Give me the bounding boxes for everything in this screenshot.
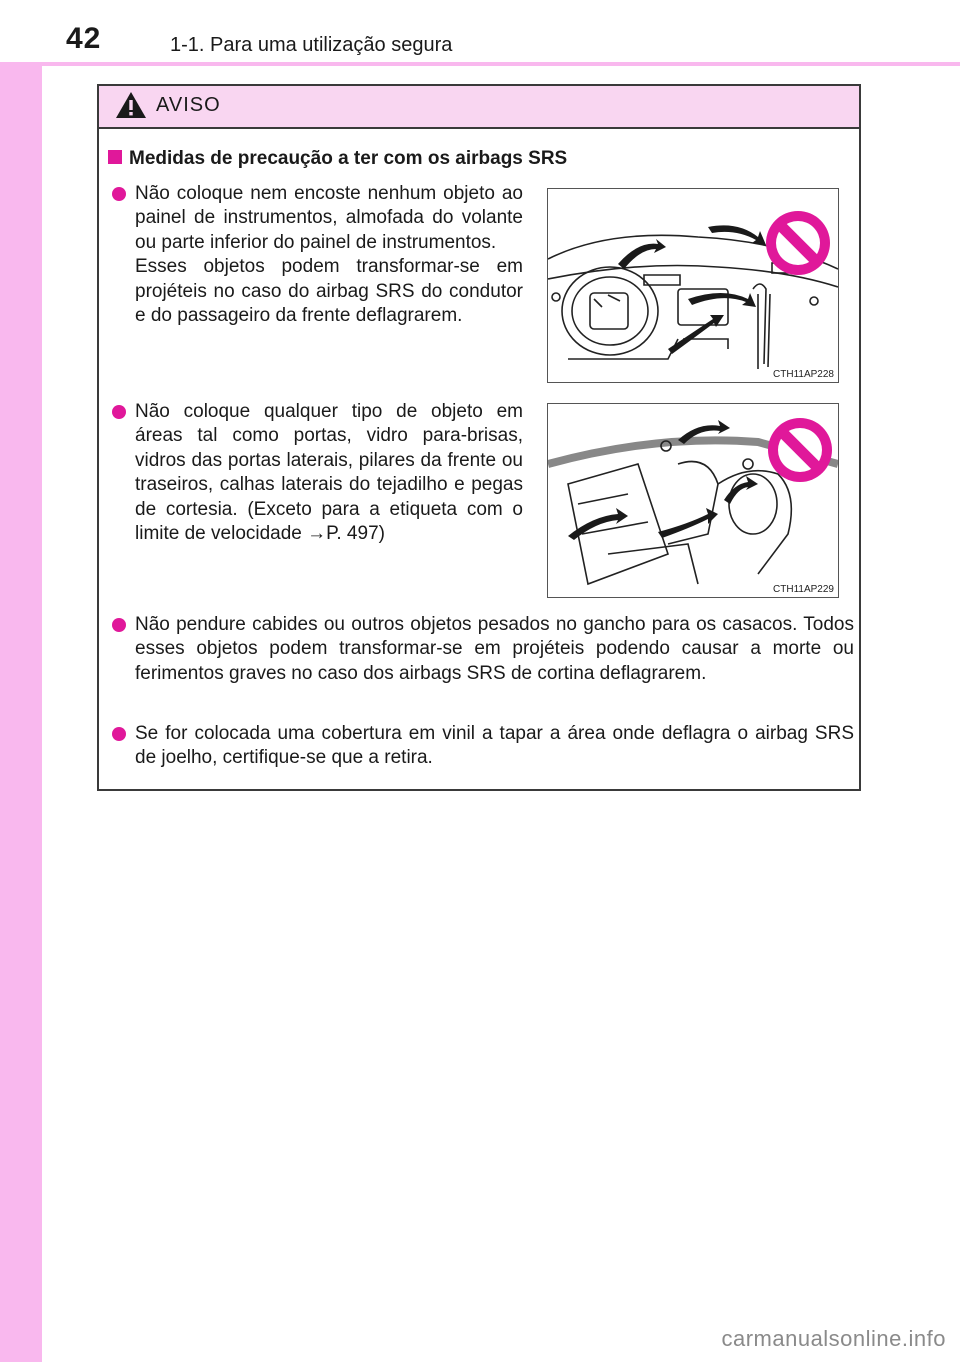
bullet-item [99, 613, 854, 686]
figure-code: CTH11AP229 [773, 584, 834, 595]
round-bullet-icon [112, 618, 126, 632]
bullet-item [99, 722, 854, 771]
round-bullet-icon [112, 405, 126, 419]
interior-illustration [548, 404, 838, 597]
figure-code: CTH11AP228 [773, 369, 834, 380]
prohibition-icon [766, 211, 830, 275]
watermark: carmanualsonline.info [721, 1326, 946, 1351]
square-bullet-icon [108, 150, 122, 164]
bullet-paragraph: Esses objetos podem transformar-se em projéteis no caso do airbag SRS do condutor e do passageiro da frente deflagrarem. [135, 256, 523, 327]
bullet-paragraph: Não pendure cabides ou outros objetos pesados no gancho para os casacos. Todos esses objetos podem transformar-se em projéteis podendo causar a morte ou ferimentos graves no caso dos airbags SRS de cortina deflagrarem. [135, 614, 854, 684]
warning-label: AVISO [156, 94, 221, 116]
round-bullet-icon [112, 187, 126, 201]
warning-box [97, 84, 861, 791]
figure-dashboard [547, 188, 839, 383]
page-header [0, 0, 960, 66]
bullet-item [99, 400, 523, 546]
warning-heading-text: Medidas de precaução a ter com os airbags SRS [129, 148, 568, 169]
bullet-paragraph: Não coloque nem encoste nenhum objeto ao painel de instrumentos, almofada do volante ou parte inferior do painel de instrumentos. [135, 183, 523, 253]
dashboard-illustration [548, 189, 838, 382]
left-edge-strip [0, 0, 42, 1362]
header-rule [0, 62, 960, 66]
prohibition-icon [768, 418, 832, 482]
bullet-paragraph: Não coloque qualquer tipo de objeto em áreas tal como portas, vidro para-brisas, vidros das portas laterais, pilares da frente ou traseiros, calhas laterais do tejadilho e pegas de cortesia. (Exceto para a etiqueta com o limite de velocidade →P. 497) [135, 401, 523, 545]
bullet-paragraph: Se for colocada uma cobertura em vinil a tapar a área onde deflagra o airbag SRS de joelho, certifique-se que a retira. [135, 723, 854, 769]
round-bullet-icon [112, 727, 126, 741]
bullet-item [99, 182, 523, 328]
warning-triangle-icon [115, 91, 147, 119]
warning-header [99, 86, 859, 129]
page-number: 42 [66, 22, 102, 55]
section-title: 1-1. Para uma utilização segura [170, 34, 453, 56]
figure-interior [547, 403, 839, 598]
warning-heading [108, 148, 567, 170]
